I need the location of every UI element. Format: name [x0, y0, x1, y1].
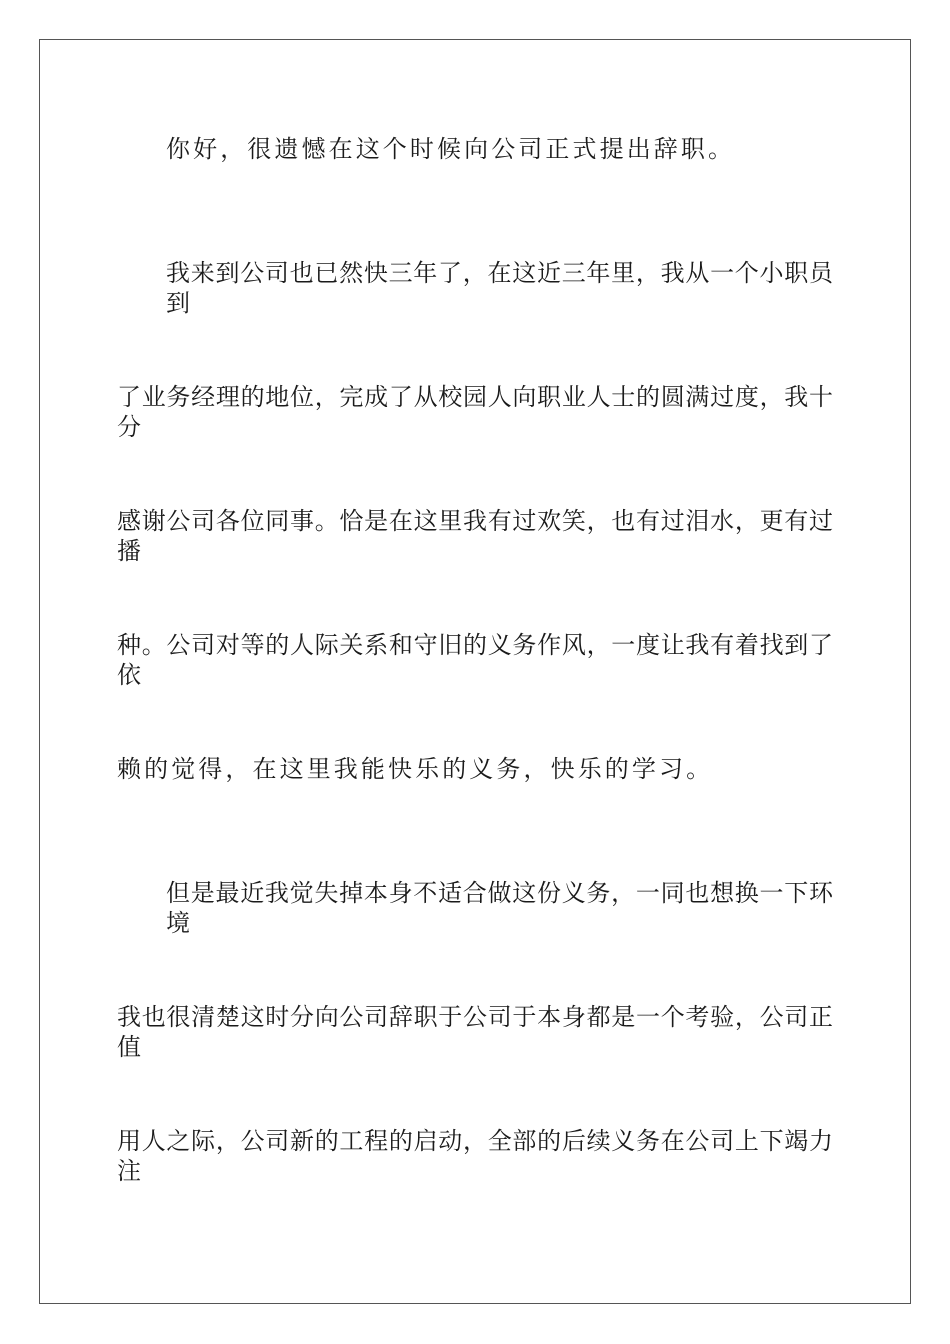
paragraph-line: 我来到公司也已然快三年了，在这近三年里，我从一个小职员到 [166, 259, 833, 317]
page-border [39, 39, 911, 1304]
paragraph-line: 你好，很遗憾在这个时候向公司正式提出辞职。 [166, 135, 736, 163]
paragraph-line: 用人之际，公司新的工程的启动，全部的后续义务在公司上下竭力注 [117, 1127, 833, 1185]
paragraph-line: 我也很清楚这时分向公司辞职于公司于本身都是一个考验，公司正值 [117, 1003, 833, 1061]
paragraph-line: 赖的觉得，在这里我能快乐的义务，快乐的学习。 [117, 755, 714, 783]
paragraph-line: 感谢公司各位同事。恰是在这里我有过欢笑，也有过泪水，更有过播 [117, 507, 833, 565]
paragraph-line: 了业务经理的地位，完成了从校园人向职业人士的圆满过度，我十分 [117, 383, 833, 441]
paragraph-line: 但是最近我觉失掉本身不适合做这份义务，一同也想换一下环境 [166, 879, 833, 937]
paragraph-line: 种。公司对等的人际关系和守旧的义务作风，一度让我有着找到了依 [117, 631, 833, 689]
